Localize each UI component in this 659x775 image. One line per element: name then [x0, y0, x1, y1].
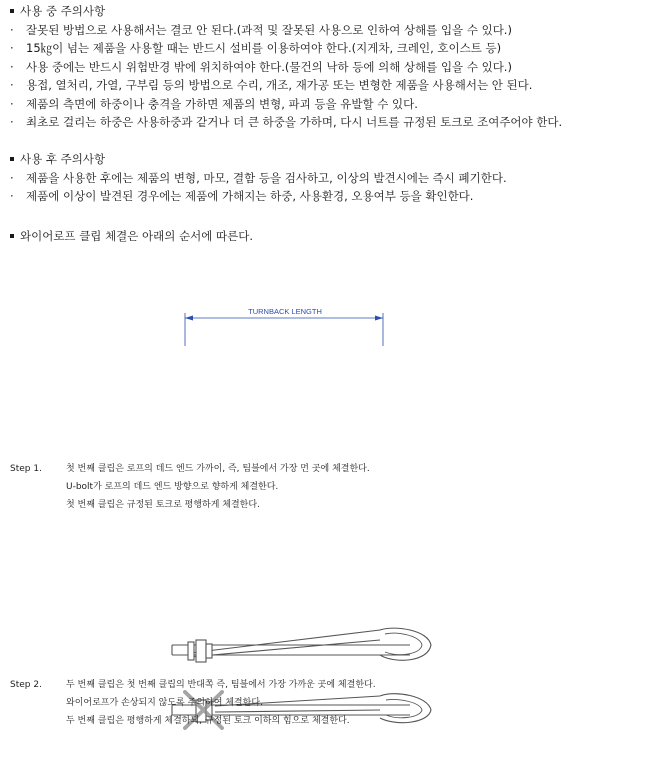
- turnback-length-dimension: [185, 313, 383, 346]
- step-2-line: 두 번째 클립은 첫 번째 클립의 반대쪽 즉, 팀블에서 가장 가까운 곳에 체결한다.: [66, 680, 376, 690]
- dimension-label: TURNBACK LENGTH: [248, 307, 322, 316]
- section-heading: 사용 후 주의사항: [8, 150, 507, 169]
- list-item: · 제품을 사용한 후에는 제품의 변형, 마모, 결함 등을 검사하고, 이상의 발견시에는 즉시 폐기한다.: [10, 170, 507, 185]
- precautions-after-use: [8, 150, 507, 206]
- list-item: · 제품의 측면에 하중이나 충격을 가하면 제품의 변형, 파괴 등을 유발할 수 있다.: [10, 96, 418, 111]
- step-1-line: 첫 번째 클립은 로프의 데드 엔드 가까이, 즉, 팀블에서 가장 먼 곳에 체결한다.: [66, 464, 370, 474]
- precautions-during-use: [8, 2, 562, 132]
- step-1-line: 첫 번째 클립은 규정된 토크로 평행하게 체결한다.: [66, 500, 260, 510]
- list-item: · 용접, 열처리, 가열, 구부림 등의 방법으로 수리, 개조, 재가공 또는 변형한 제품을 사용해서는 안 된다.: [10, 78, 533, 92]
- step-2-label: Step 2.: [10, 680, 42, 690]
- rope-assembly-a: [170, 628, 431, 662]
- step-1-line: U-bolt가 로프의 데드 엔드 방향으로 향하게 체결한다.: [66, 482, 279, 492]
- list-item: · 사용 중에는 반드시 위험반경 밖에 위치하여야 한다.(물건의 낙하 등에 의해 상해를 입을 수 있다.): [10, 59, 512, 74]
- procedure-intro: [8, 227, 253, 246]
- step-2-line: 두 번째 클립은 평행하게 체결하되, 규정된 토크 이하의 힘으로 체결한다.: [66, 716, 350, 726]
- square-bullet-icon: [10, 157, 14, 161]
- list-item: · 최초로 걸리는 하중은 사용하중과 같거나 더 큰 하중을 가하며, 다시 너트를 규정된 토크로 조여주어야 한다.: [10, 115, 563, 129]
- list-item: · 15㎏이 넘는 제품을 사용할 때는 반드시 설비를 이용하여야 한다.(지게차, 크레인, 호이스트 등): [10, 41, 502, 55]
- section-heading: 와이어로프 클립 체결은 아래의 순서에 따른다.: [8, 227, 253, 246]
- square-bullet-icon: [10, 9, 14, 13]
- square-bullet-icon: [10, 234, 14, 238]
- step-1-text: [66, 460, 370, 514]
- step-2-text: [66, 676, 376, 730]
- list-item: · 제품에 이상이 발견된 경우에는 제품에 가해지는 하중, 사용환경, 오용여부 등을 확인한다.: [10, 189, 474, 203]
- list-item: · 잘못된 방법으로 사용해서는 결코 안 된다.(과적 및 잘못된 사용으로 인하여 상해를 입을 수 있다.): [10, 22, 512, 37]
- section-heading: 사용 중 주의사항: [8, 2, 562, 21]
- step-1-label: Step 1.: [10, 464, 42, 474]
- step-2-line: 와이어로프가 손상되지 않도록 주의하여 체결한다.: [66, 698, 263, 708]
